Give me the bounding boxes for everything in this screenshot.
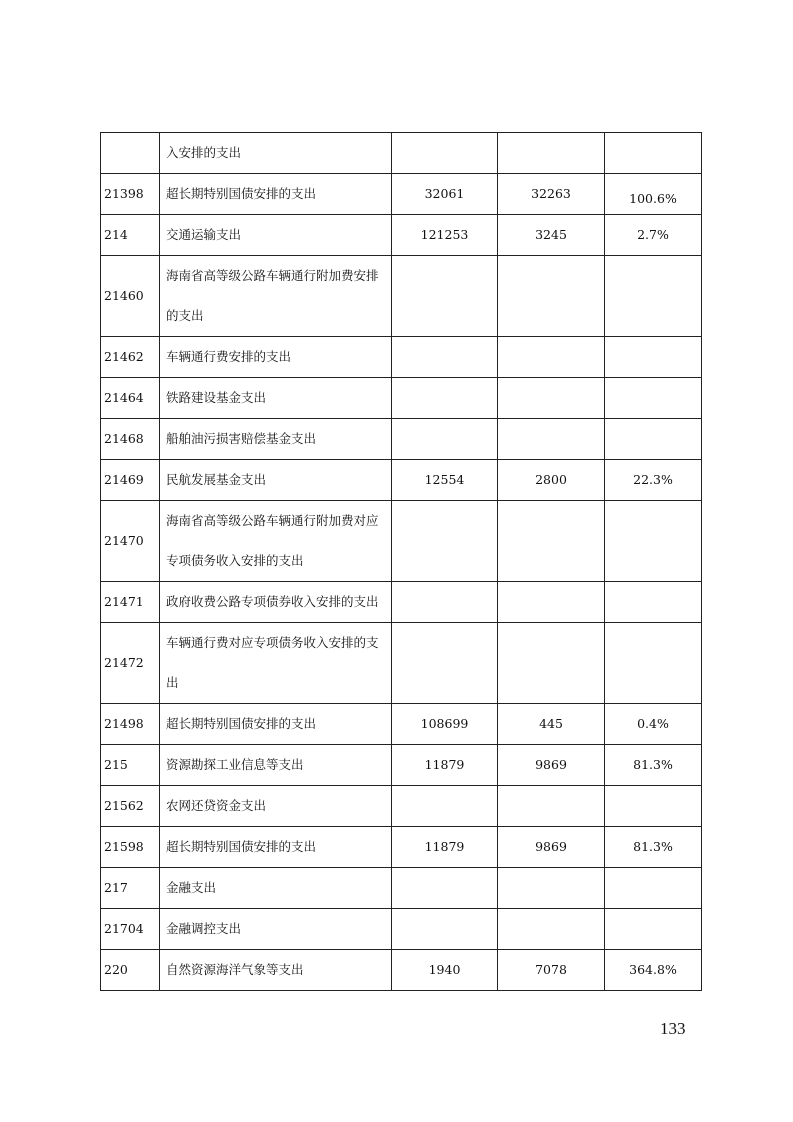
- row-value-2: 32263: [498, 174, 605, 215]
- row-name: 超长期特别国债安排的支出: [160, 704, 392, 745]
- row-value-1: [392, 786, 498, 827]
- row-value-1: 11879: [392, 745, 498, 786]
- row-code: 21472: [101, 623, 160, 704]
- table-row: [101, 419, 702, 460]
- row-code: 214: [101, 215, 160, 256]
- row-value-2: [498, 623, 605, 704]
- table-row: [101, 501, 702, 582]
- row-name: 海南省高等级公路车辆通行附加费安排的支出: [160, 256, 392, 337]
- row-name: 金融支出: [160, 868, 392, 909]
- row-name: 交通运输支出: [160, 215, 392, 256]
- row-value-2: [498, 582, 605, 623]
- row-value-1: [392, 419, 498, 460]
- row-code: 21468: [101, 419, 160, 460]
- table-row: [101, 460, 702, 501]
- table-row: [101, 256, 702, 337]
- table-row: [101, 337, 702, 378]
- row-percent: 81.3%: [605, 745, 702, 786]
- row-code: 21462: [101, 337, 160, 378]
- row-percent: 0.4%: [605, 704, 702, 745]
- row-name: 车辆通行费安排的支出: [160, 337, 392, 378]
- row-value-2: [498, 501, 605, 582]
- row-percent: [605, 133, 702, 174]
- row-value-1: [392, 133, 498, 174]
- row-value-1: 1940: [392, 950, 498, 991]
- row-value-2: 7078: [498, 950, 605, 991]
- table-row: [101, 174, 702, 215]
- table-row: [101, 909, 702, 950]
- row-value-1: [392, 256, 498, 337]
- table-row: [101, 868, 702, 909]
- table-row: [101, 786, 702, 827]
- row-name: 自然资源海洋气象等支出: [160, 950, 392, 991]
- row-percent: 364.8%: [605, 950, 702, 991]
- row-value-1: [392, 909, 498, 950]
- row-value-2: [498, 868, 605, 909]
- budget-expenditure-table: [100, 132, 702, 991]
- row-code: 220: [101, 950, 160, 991]
- row-value-2: 3245: [498, 215, 605, 256]
- row-value-2: 9869: [498, 745, 605, 786]
- row-percent: [605, 419, 702, 460]
- row-value-2: 445: [498, 704, 605, 745]
- row-value-2: [498, 133, 605, 174]
- table-row: [101, 378, 702, 419]
- row-value-2: [498, 909, 605, 950]
- row-value-2: [498, 419, 605, 460]
- row-percent: [605, 378, 702, 419]
- row-code: 217: [101, 868, 160, 909]
- row-percent: [605, 909, 702, 950]
- row-percent: [605, 337, 702, 378]
- row-value-1: [392, 337, 498, 378]
- row-value-1: [392, 868, 498, 909]
- row-name: 资源勘探工业信息等支出: [160, 745, 392, 786]
- row-code: 21471: [101, 582, 160, 623]
- row-code: 21598: [101, 827, 160, 868]
- row-name: 民航发展基金支出: [160, 460, 392, 501]
- row-value-1: 11879: [392, 827, 498, 868]
- row-code: 21470: [101, 501, 160, 582]
- row-name: 入安排的支出: [160, 133, 392, 174]
- row-percent: 2.7%: [605, 215, 702, 256]
- table-row: [101, 133, 702, 174]
- table-row: [101, 623, 702, 704]
- row-code: 215: [101, 745, 160, 786]
- table-row: [101, 704, 702, 745]
- table-row: [101, 215, 702, 256]
- row-name: 铁路建设基金支出: [160, 378, 392, 419]
- row-code: 21469: [101, 460, 160, 501]
- row-value-2: [498, 378, 605, 419]
- row-value-1: [392, 582, 498, 623]
- row-value-2: [498, 786, 605, 827]
- row-code: 21498: [101, 704, 160, 745]
- row-percent: [605, 786, 702, 827]
- row-percent: 100.6%: [629, 191, 677, 206]
- row-name: 超长期特别国债安排的支出: [160, 174, 392, 215]
- table-row: [101, 950, 702, 991]
- row-value-1: 108699: [392, 704, 498, 745]
- row-name: 船舶油污损害赔偿基金支出: [160, 419, 392, 460]
- row-percent: [605, 501, 702, 582]
- row-value-2: 2800: [498, 460, 605, 501]
- row-code: 21460: [101, 256, 160, 337]
- row-value-2: 9869: [498, 827, 605, 868]
- row-value-1: 12554: [392, 460, 498, 501]
- row-name: 农网还贷资金支出: [160, 786, 392, 827]
- row-name: 政府收费公路专项债券收入安排的支出: [160, 582, 392, 623]
- row-name: 海南省高等级公路车辆通行附加费对应专项债务收入安排的支出: [160, 501, 392, 582]
- row-name: 超长期特别国债安排的支出: [160, 827, 392, 868]
- page-number: 133: [660, 1019, 686, 1038]
- row-percent: [605, 582, 702, 623]
- row-value-1: 32061: [392, 174, 498, 215]
- row-code: 21562: [101, 786, 160, 827]
- row-name: 车辆通行费对应专项债务收入安排的支出: [160, 623, 392, 704]
- row-value-2: [498, 256, 605, 337]
- row-percent: 81.3%: [605, 827, 702, 868]
- row-percent: [605, 256, 702, 337]
- row-value-1: [392, 623, 498, 704]
- row-code: [101, 133, 160, 174]
- row-percent: 22.3%: [605, 460, 702, 501]
- row-value-1: [392, 378, 498, 419]
- row-value-2: [498, 337, 605, 378]
- row-name: 金融调控支出: [160, 909, 392, 950]
- table-row: [101, 582, 702, 623]
- row-code: 21704: [101, 909, 160, 950]
- row-percent: [605, 623, 702, 704]
- row-code: 21398: [101, 174, 160, 215]
- row-code: 21464: [101, 378, 160, 419]
- row-value-1: 121253: [392, 215, 498, 256]
- row-percent: [605, 868, 702, 909]
- table-row: [101, 827, 702, 868]
- row-value-1: [392, 501, 498, 582]
- table-row: [101, 745, 702, 786]
